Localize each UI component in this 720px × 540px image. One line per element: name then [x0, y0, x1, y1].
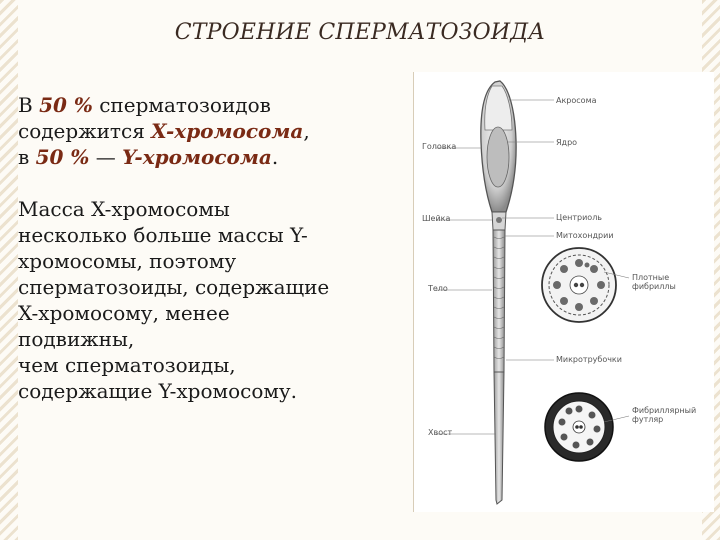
label-line: Фибриллярный	[632, 406, 697, 415]
sperm-body	[493, 230, 505, 372]
label-fibrillar-sheath	[632, 406, 696, 424]
text-line: чем сперматозоиды,	[18, 353, 236, 377]
label-line: фибриллы	[632, 282, 676, 291]
label-microtubules: Микротрубочки	[556, 355, 622, 364]
slide-title: СТРОЕНИЕ СПЕРМАТОЗОИДА	[174, 20, 546, 45]
x-chromosome-term: X-хромосома	[151, 119, 304, 143]
text-run: ,	[303, 119, 310, 143]
text-line: содержащие Y-хромосому.	[18, 379, 298, 403]
nucleus	[487, 127, 509, 187]
text-run: —	[89, 145, 123, 169]
cross-section-tail	[545, 393, 613, 461]
text-run: .	[271, 145, 279, 169]
label-nucleus: Ядро	[556, 138, 578, 147]
y-chromosome-term: Y-хромосома	[122, 145, 272, 169]
sperm-structure-diagram	[413, 72, 714, 512]
label-neck: Шейка	[422, 214, 451, 223]
text-line: несколько больше массы Y-	[18, 223, 308, 247]
text-run: сперматозоидов	[92, 93, 271, 117]
text-run: В	[18, 93, 40, 117]
cross-section-body	[542, 248, 616, 322]
text-line: хромосомы, поэтому	[18, 249, 237, 273]
text-run: в	[18, 145, 36, 169]
text-line: сперматозоиды, содержащие	[18, 275, 330, 299]
text-line: подвижны,	[18, 327, 135, 351]
label-tail: Хвост	[428, 428, 453, 437]
text-content	[18, 92, 413, 404]
label-head: Головка	[422, 142, 457, 151]
percent-value: 50 %	[35, 145, 90, 169]
percent-value: 50 %	[39, 93, 93, 117]
decorative-stripes-left	[0, 0, 18, 540]
label-acrosome: Акросома	[556, 96, 597, 105]
label-mitochondria: Митохондрии	[556, 231, 614, 240]
text-line: Масса X-хромосомы	[18, 197, 230, 221]
label-dense-fibrils	[632, 273, 676, 291]
label-body: Тело	[428, 284, 448, 293]
text-run: содержится	[18, 119, 152, 143]
label-line: Плотные	[632, 273, 670, 282]
sperm-tail	[494, 372, 504, 504]
centriole	[496, 217, 502, 223]
label-centriole: Центриоль	[556, 213, 603, 222]
label-line: футляр	[632, 415, 664, 424]
paragraph-chromosome-ratio	[18, 92, 413, 170]
text-line: X-хромосому, менее	[18, 301, 230, 325]
paragraph-mass-difference	[18, 196, 413, 404]
